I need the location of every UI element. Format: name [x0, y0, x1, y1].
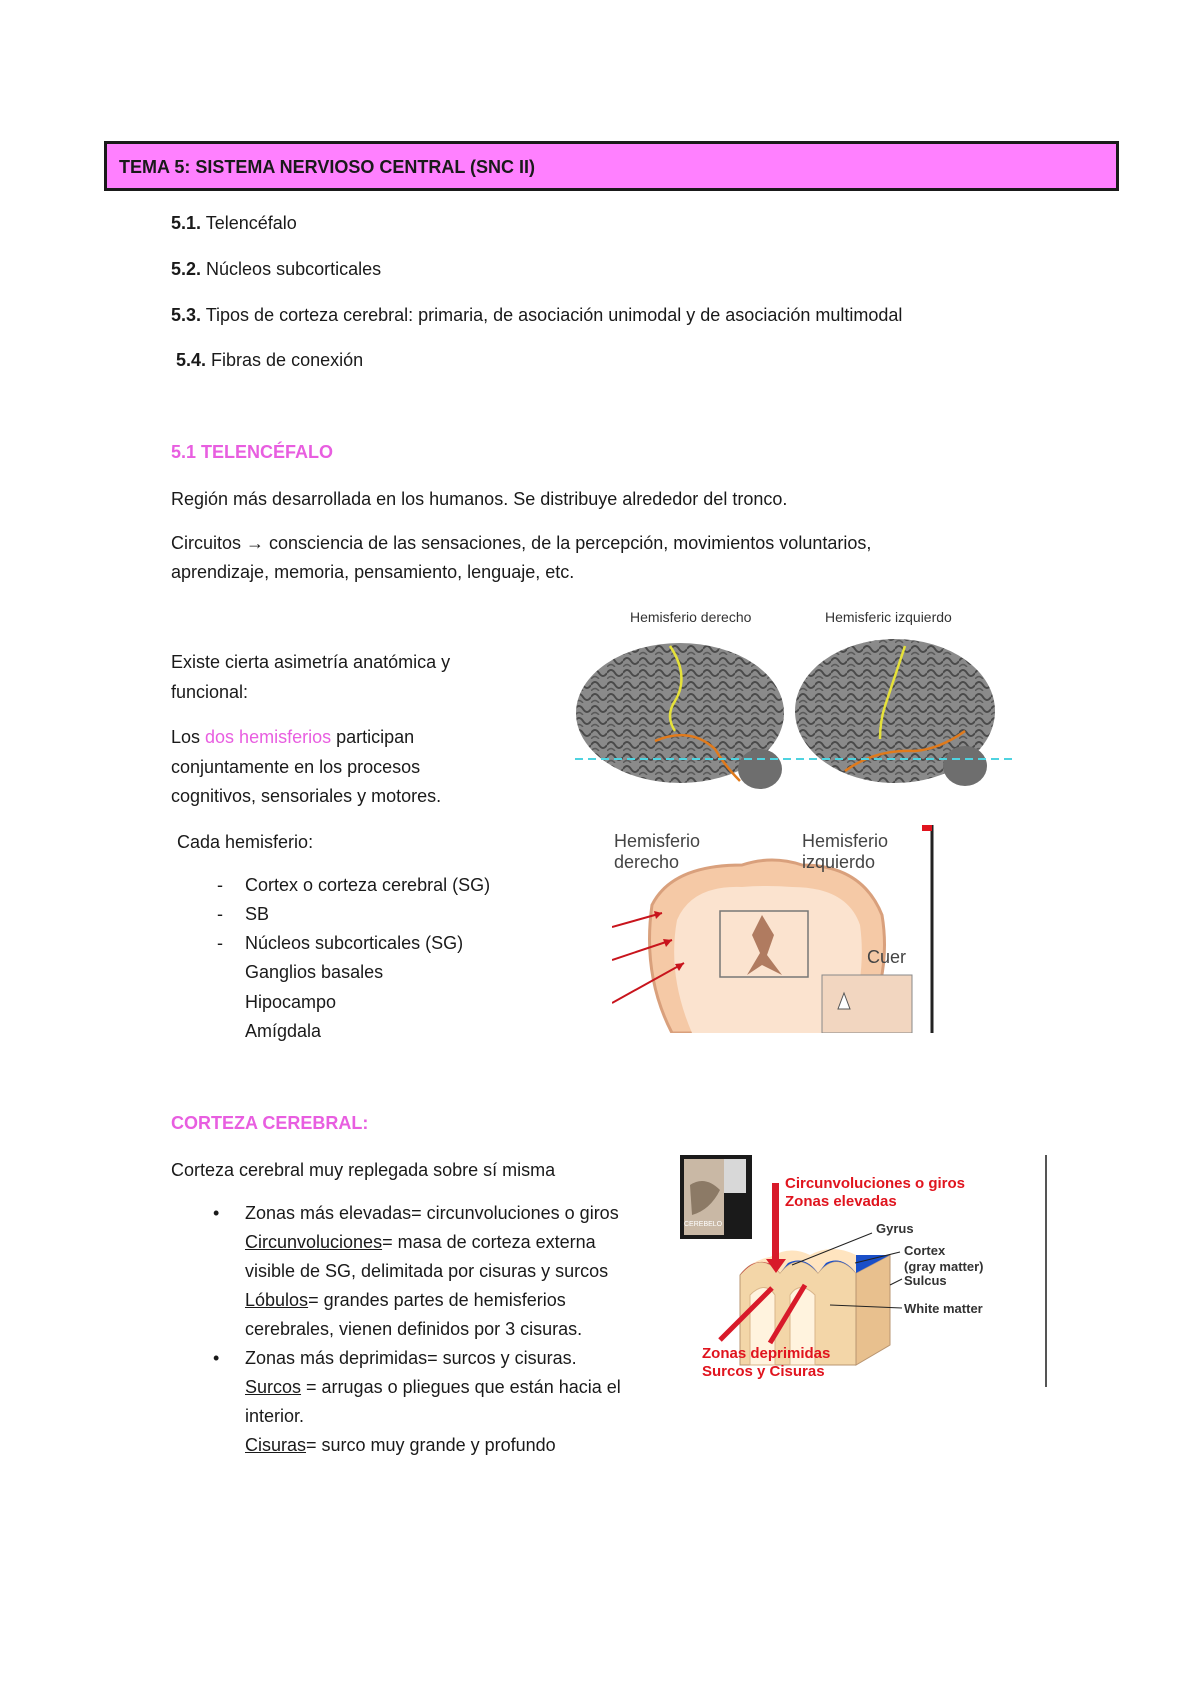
- corteza-intro: Corteza cerebral muy replegada sobre sí misma: [171, 1160, 556, 1180]
- toc-text: Tipos de corteza cerebral: primaria, de asociación unimodal y de asociación multimodal: [201, 305, 903, 325]
- asymmetry-line1: Existe cierta asimetría anatómica y: [171, 652, 451, 672]
- toc-text: Telencéfalo: [201, 213, 297, 233]
- thumbnail-label: CEREBELO: [684, 1221, 723, 1228]
- toc-num: 5.1.: [171, 213, 202, 233]
- hemispheres-line1: [171, 727, 414, 748]
- toc-num: 5.3.: [171, 305, 202, 325]
- toc-num: 5.2.: [171, 259, 202, 279]
- label-line: Cortex: [904, 1243, 946, 1258]
- def-cisuras: [245, 1435, 556, 1456]
- text: Los: [171, 727, 206, 747]
- highlight-text: dos hemisferios: [205, 727, 332, 747]
- label-line: Zonas deprimidas: [702, 1345, 831, 1362]
- dash-bullet: -: [217, 904, 223, 924]
- label-white-matter: White matter: [904, 1301, 983, 1316]
- brain-hemispheres-image: [575, 631, 1015, 811]
- paragraph-circuitos-line2: aprendizaje, memoria, pensamiento, lenguaje, etc.: [171, 562, 575, 582]
- term: Cisuras: [245, 1435, 307, 1455]
- figure-label-left: Hemisferic izquierdo: [825, 609, 952, 625]
- asymmetry-line2: funcional:: [171, 682, 249, 702]
- label-line: Circunvoluciones o giros: [785, 1175, 966, 1192]
- toc-text: Núcleos subcorticales: [201, 259, 382, 279]
- dash-bullet: -: [217, 933, 223, 953]
- label-line: Zonas elevadas: [785, 1193, 897, 1210]
- toc-num: 5.4.: [176, 350, 207, 370]
- list-item: SB: [245, 904, 270, 924]
- toc-item-1: [171, 213, 297, 234]
- figure-label-right: Hemisferio derecho: [630, 609, 752, 625]
- circuitos-label: Circuitos: [171, 533, 242, 553]
- definition: = surco muy grande y profundo: [306, 1435, 556, 1455]
- label-gyrus: Gyrus: [876, 1221, 914, 1236]
- list-item: Núcleos subcorticales (SG): [245, 933, 464, 953]
- label-zonas-deprimidas: [702, 1345, 830, 1381]
- bullet-item-elevadas: Zonas más elevadas= circunvoluciones o giros: [245, 1203, 619, 1223]
- paragraph-region: Región más desarrollada en los humanos. Se distribuye alrededor del tronco.: [171, 489, 788, 509]
- label-circunvoluciones: [785, 1175, 965, 1211]
- def-surcos-line2: interior.: [245, 1406, 305, 1426]
- toc-text: Fibras de conexión: [206, 350, 364, 370]
- label-line: (gray matter): [904, 1259, 984, 1274]
- label-line: derecho: [614, 852, 680, 872]
- label-line: izquierdo: [802, 852, 876, 872]
- section-heading-telencefalo: 5.1 TELENCÉFALO: [171, 442, 334, 462]
- dash-bullet: -: [217, 875, 223, 895]
- label-sulcus: Sulcus: [904, 1273, 947, 1288]
- definition: = masa de corteza externa: [382, 1232, 596, 1252]
- def-circunvoluciones-line2: visible de SG, delimitada por cisuras y surcos: [245, 1261, 609, 1281]
- bullet-icon: •: [213, 1203, 220, 1223]
- label-line: Hemisferio: [802, 831, 889, 851]
- toc-item-2: [171, 259, 381, 280]
- figure-coronal: [612, 825, 934, 1033]
- label-cortex: [904, 1243, 983, 1275]
- bullet-icon: •: [213, 1348, 220, 1368]
- list-item: Cortex o corteza cerebral (SG): [245, 875, 491, 895]
- figure-hemispheres: [575, 605, 1015, 815]
- sub-list-item: Ganglios basales: [245, 962, 384, 982]
- coronal-label-right: [614, 831, 700, 873]
- text: participan: [331, 727, 415, 747]
- sub-list-item: Amígdala: [245, 1021, 322, 1041]
- coronal-label-cut: Cuer: [867, 947, 907, 967]
- section-heading-corteza: CORTEZA CEREBRAL:: [171, 1113, 369, 1133]
- def-lobulos: [245, 1290, 566, 1311]
- def-circunvoluciones: [245, 1232, 596, 1253]
- sub-list-item: Hipocampo: [245, 992, 337, 1012]
- toc-item-3: [171, 305, 902, 326]
- arrow-icon: →: [246, 533, 265, 553]
- term: Surcos: [245, 1377, 302, 1397]
- definition: = grandes partes de hemisferios: [308, 1290, 566, 1310]
- paragraph-circuitos: [171, 533, 871, 554]
- hemispheres-line2: conjuntamente en los procesos: [171, 757, 421, 777]
- circuitos-text: consciencia de las sensaciones, de la percepción, movimientos voluntarios,: [264, 533, 872, 553]
- label-line: Hemisferio: [614, 831, 701, 851]
- term: Lóbulos: [245, 1290, 309, 1310]
- definition: = arrugas o pliegues que están hacia el: [301, 1377, 621, 1397]
- coronal-label-left: [802, 831, 888, 873]
- figure-cortex: [680, 1155, 1050, 1387]
- def-surcos: [245, 1377, 621, 1398]
- cada-hemisferio: Cada hemisferio:: [177, 832, 314, 852]
- toc-item-4: [176, 350, 363, 371]
- page-title: TEMA 5: SISTEMA NERVIOSO CENTRAL (SNC II): [119, 157, 536, 177]
- term: Circunvoluciones: [245, 1232, 383, 1252]
- title-box: [104, 141, 1119, 191]
- bullet-item-deprimidas: Zonas más deprimidas= surcos y cisuras.: [245, 1348, 577, 1368]
- label-line: Surcos y Cisuras: [702, 1363, 825, 1380]
- hemispheres-line3: cognitivos, sensoriales y motores.: [171, 786, 442, 806]
- def-lobulos-line2: cerebrales, vienen definidos por 3 cisuras.: [245, 1319, 583, 1339]
